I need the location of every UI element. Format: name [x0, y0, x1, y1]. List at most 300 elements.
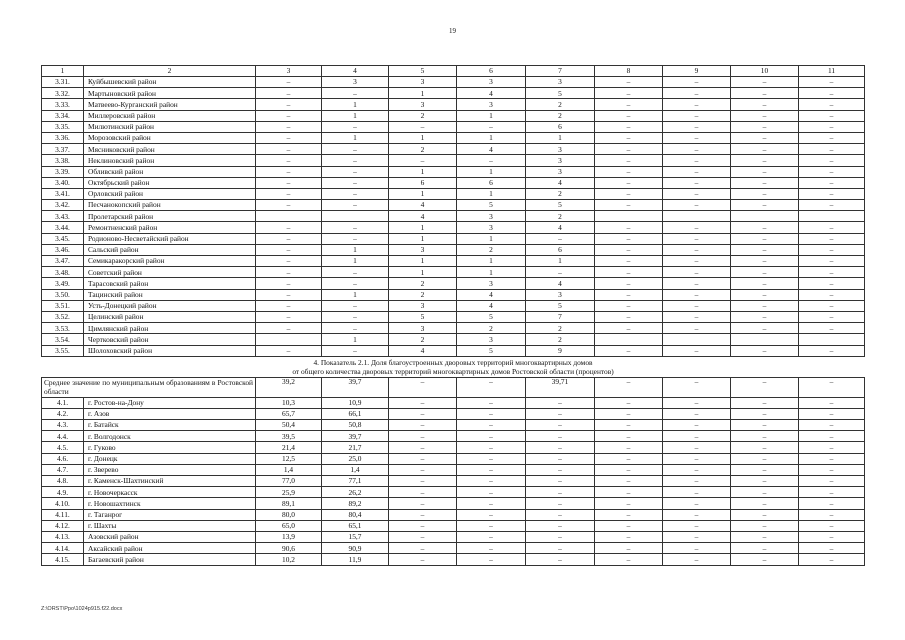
value-cell: – — [663, 498, 731, 509]
value-cell: – — [256, 256, 322, 267]
value-cell: – — [595, 144, 663, 155]
value-cell: – — [731, 345, 799, 356]
value-cell: – — [595, 531, 663, 542]
value-cell: – — [799, 377, 865, 397]
value-cell: – — [322, 222, 389, 233]
value-cell: 15,7 — [322, 531, 389, 542]
value-cell: – — [595, 166, 663, 177]
district-name-cell: Цимлянский район — [84, 323, 256, 334]
value-cell: – — [663, 323, 731, 334]
value-cell: 2 — [526, 99, 595, 110]
value-cell: – — [663, 289, 731, 300]
row-number-cell: 4.11. — [42, 509, 84, 520]
value-cell: – — [322, 177, 389, 188]
value-cell: 25,9 — [256, 487, 322, 498]
district-name-cell: г. Ростов-на-Дону — [84, 397, 256, 408]
value-cell: – — [799, 99, 865, 110]
value-cell: – — [731, 166, 799, 177]
value-cell: – — [663, 278, 731, 289]
value-cell: – — [389, 554, 457, 565]
value-cell: 1 — [457, 267, 526, 278]
value-cell: – — [595, 132, 663, 143]
value-cell: – — [799, 300, 865, 311]
value-cell: – — [663, 397, 731, 408]
value-cell — [799, 211, 865, 222]
value-cell: – — [526, 464, 595, 475]
value-cell: – — [799, 531, 865, 542]
value-cell: – — [256, 311, 322, 322]
value-cell: 10,2 — [256, 554, 322, 565]
district-name-cell: Куйбышевский район — [84, 77, 256, 88]
value-cell: – — [595, 476, 663, 487]
table-row — [42, 110, 865, 121]
value-cell: 1 — [526, 132, 595, 143]
row-number-cell: 3.35. — [42, 121, 84, 132]
value-cell: 3 — [457, 334, 526, 345]
value-cell: – — [526, 420, 595, 431]
value-cell: 4 — [389, 200, 457, 211]
value-cell: – — [663, 155, 731, 166]
row-number-cell: 4.4. — [42, 431, 84, 442]
value-cell: – — [799, 464, 865, 475]
value-cell: – — [457, 520, 526, 531]
value-cell: 1 — [389, 166, 457, 177]
row-number-cell: 3.33. — [42, 99, 84, 110]
section-heading-line: от общего количества дворовых территорий многоквартирных домов Ростовской области (процентов) — [292, 367, 614, 377]
value-cell: – — [595, 244, 663, 255]
average-row — [42, 377, 865, 397]
row-number-cell: 3.55. — [42, 345, 84, 356]
value-cell: 1 — [389, 222, 457, 233]
value-cell: – — [799, 188, 865, 199]
value-cell: 80,4 — [322, 509, 389, 520]
value-cell: – — [389, 520, 457, 531]
row-number-cell: 3.50. — [42, 289, 84, 300]
value-cell: – — [799, 155, 865, 166]
value-cell: – — [799, 121, 865, 132]
value-cell: – — [731, 144, 799, 155]
value-cell: 2 — [526, 323, 595, 334]
value-cell: – — [389, 397, 457, 408]
value-cell: – — [457, 397, 526, 408]
table-row — [42, 487, 865, 498]
value-cell: – — [526, 476, 595, 487]
table-row — [42, 88, 865, 99]
value-cell: – — [595, 397, 663, 408]
value-cell: – — [663, 520, 731, 531]
value-cell: 5 — [526, 88, 595, 99]
value-cell: 80,0 — [256, 509, 322, 520]
value-cell: – — [731, 121, 799, 132]
value-cell: – — [595, 442, 663, 453]
value-cell: – — [389, 531, 457, 542]
value-cell: – — [526, 442, 595, 453]
table-row — [42, 300, 865, 311]
value-cell: – — [595, 177, 663, 188]
page-number: 19 — [449, 27, 456, 35]
value-cell: – — [663, 509, 731, 520]
value-cell: – — [389, 442, 457, 453]
value-cell: 3 — [389, 244, 457, 255]
value-cell: – — [731, 177, 799, 188]
value-cell: 3 — [457, 99, 526, 110]
value-cell: – — [663, 543, 731, 554]
value-cell — [322, 211, 389, 222]
value-cell: – — [731, 543, 799, 554]
value-cell: 6 — [389, 177, 457, 188]
row-number-cell: 3.54. — [42, 334, 84, 345]
value-cell: 2 — [389, 278, 457, 289]
value-cell: – — [731, 431, 799, 442]
value-cell: – — [799, 554, 865, 565]
value-cell: – — [389, 121, 457, 132]
district-name-cell: Родионово-Несветайский район — [84, 233, 256, 244]
value-cell: – — [799, 509, 865, 520]
table-row — [42, 397, 865, 408]
value-cell — [731, 334, 799, 345]
row-number-cell: 4.8. — [42, 476, 84, 487]
row-number-cell: 3.31. — [42, 77, 84, 88]
value-cell: – — [256, 110, 322, 121]
value-cell: – — [457, 531, 526, 542]
value-cell: – — [799, 431, 865, 442]
value-cell — [256, 211, 322, 222]
district-name-cell: Пролетарский район — [84, 211, 256, 222]
value-cell: – — [799, 442, 865, 453]
value-cell: 5 — [389, 311, 457, 322]
value-cell: – — [799, 77, 865, 88]
column-number-cell: 10 — [731, 66, 799, 77]
value-cell: 3 — [457, 77, 526, 88]
value-cell: – — [457, 554, 526, 565]
value-cell: – — [663, 267, 731, 278]
value-cell: – — [663, 200, 731, 211]
value-cell: – — [799, 397, 865, 408]
value-cell — [256, 334, 322, 345]
table-row — [42, 509, 865, 520]
value-cell: – — [595, 233, 663, 244]
value-cell: 4 — [457, 300, 526, 311]
table-row — [42, 420, 865, 431]
district-name-cell: Целинский район — [84, 311, 256, 322]
value-cell: – — [663, 222, 731, 233]
value-cell: 6 — [526, 121, 595, 132]
value-cell: – — [595, 554, 663, 565]
value-cell: – — [731, 110, 799, 121]
value-cell: 4 — [457, 144, 526, 155]
row-number-cell: 3.41. — [42, 188, 84, 199]
value-cell: – — [731, 233, 799, 244]
value-cell — [731, 211, 799, 222]
table-row — [42, 233, 865, 244]
value-cell: – — [663, 177, 731, 188]
value-cell: – — [731, 278, 799, 289]
row-number-cell: 4.5. — [42, 442, 84, 453]
value-cell: – — [256, 166, 322, 177]
value-cell: – — [799, 166, 865, 177]
value-cell: 10,3 — [256, 397, 322, 408]
district-name-cell: Тацинский район — [84, 289, 256, 300]
value-cell: – — [799, 476, 865, 487]
value-cell: – — [389, 155, 457, 166]
value-cell: 1 — [457, 110, 526, 121]
value-cell: – — [526, 431, 595, 442]
value-cell: – — [457, 155, 526, 166]
value-cell: – — [457, 476, 526, 487]
value-cell: – — [731, 476, 799, 487]
value-cell: – — [663, 166, 731, 177]
district-name-cell: Матвеево-Курганский район — [84, 99, 256, 110]
value-cell: – — [663, 244, 731, 255]
value-cell: 2 — [526, 188, 595, 199]
value-cell: – — [799, 543, 865, 554]
table-row — [42, 520, 865, 531]
table-row — [42, 311, 865, 322]
value-cell: – — [663, 144, 731, 155]
value-cell: – — [457, 453, 526, 464]
district-name-cell: г. Азов — [84, 408, 256, 419]
value-cell: – — [526, 487, 595, 498]
district-name-cell: Мартыновский район — [84, 88, 256, 99]
value-cell: – — [663, 300, 731, 311]
value-cell: – — [663, 453, 731, 464]
value-cell: – — [389, 464, 457, 475]
value-cell: – — [322, 267, 389, 278]
value-cell: – — [389, 487, 457, 498]
value-cell: – — [526, 509, 595, 520]
value-cell: – — [663, 99, 731, 110]
value-cell: – — [663, 132, 731, 143]
value-cell: 5 — [457, 200, 526, 211]
value-cell: – — [526, 554, 595, 565]
value-cell: – — [595, 464, 663, 475]
value-cell: 13,9 — [256, 531, 322, 542]
row-number-cell: 3.32. — [42, 88, 84, 99]
value-cell: 4 — [526, 278, 595, 289]
district-name-cell: г. Шахты — [84, 520, 256, 531]
value-cell: – — [595, 188, 663, 199]
value-cell: – — [256, 267, 322, 278]
value-cell: – — [731, 267, 799, 278]
value-cell: – — [799, 311, 865, 322]
row-number-cell: 3.46. — [42, 244, 84, 255]
value-cell: – — [595, 431, 663, 442]
table-row — [42, 498, 865, 509]
row-number-cell: 3.42. — [42, 200, 84, 211]
value-cell: – — [457, 420, 526, 431]
value-cell: – — [731, 300, 799, 311]
value-cell: – — [322, 233, 389, 244]
district-name-cell: Усть-Донецкий район — [84, 300, 256, 311]
value-cell: – — [663, 531, 731, 542]
row-number-cell: 3.52. — [42, 311, 84, 322]
table-row — [42, 442, 865, 453]
value-cell: 1 — [322, 132, 389, 143]
value-cell: – — [322, 144, 389, 155]
row-number-cell: 4.14. — [42, 543, 84, 554]
value-cell: – — [457, 464, 526, 475]
district-name-cell: г. Новошахтинск — [84, 498, 256, 509]
value-cell: 10,9 — [322, 397, 389, 408]
file-path-footer: Z:\ORST\Ppo\1024p915.f22.docx — [41, 606, 123, 612]
table-row — [42, 166, 865, 177]
value-cell: – — [663, 442, 731, 453]
value-cell — [663, 334, 731, 345]
value-cell: – — [595, 377, 663, 397]
value-cell: – — [663, 431, 731, 442]
table-row — [42, 99, 865, 110]
value-cell: – — [731, 498, 799, 509]
value-cell: – — [731, 256, 799, 267]
district-name-cell: Тарасовский район — [84, 278, 256, 289]
value-cell: – — [256, 188, 322, 199]
row-number-cell: 3.40. — [42, 177, 84, 188]
district-name-cell: Обливский район — [84, 166, 256, 177]
value-cell: 1 — [389, 233, 457, 244]
value-cell: – — [595, 155, 663, 166]
value-cell: – — [663, 464, 731, 475]
value-cell: – — [799, 323, 865, 334]
district-name-cell: Миллеровский район — [84, 110, 256, 121]
value-cell: 1 — [526, 256, 595, 267]
value-cell: 2 — [457, 323, 526, 334]
value-cell: – — [663, 121, 731, 132]
value-cell: 1 — [322, 99, 389, 110]
value-cell: – — [731, 377, 799, 397]
value-cell: – — [322, 200, 389, 211]
value-cell: – — [256, 289, 322, 300]
value-cell: 2 — [457, 244, 526, 255]
value-cell: 66,1 — [322, 408, 389, 419]
value-cell: 3 — [457, 278, 526, 289]
value-cell: 3 — [457, 211, 526, 222]
value-cell: – — [799, 487, 865, 498]
value-cell: – — [799, 278, 865, 289]
value-cell: – — [389, 420, 457, 431]
value-cell: 89,2 — [322, 498, 389, 509]
row-number-cell: 4.1. — [42, 397, 84, 408]
value-cell: 90,6 — [256, 543, 322, 554]
value-cell: – — [663, 233, 731, 244]
value-cell: – — [256, 121, 322, 132]
table-row — [42, 132, 865, 143]
value-cell: – — [731, 464, 799, 475]
table-row — [42, 453, 865, 464]
value-cell: – — [256, 200, 322, 211]
row-number-cell: 3.47. — [42, 256, 84, 267]
district-name-cell: Мясниковский район — [84, 144, 256, 155]
value-cell: 25,0 — [322, 453, 389, 464]
value-cell: – — [322, 323, 389, 334]
value-cell: – — [526, 531, 595, 542]
value-cell: 1 — [389, 267, 457, 278]
value-cell: 3 — [389, 300, 457, 311]
value-cell: 89,1 — [256, 498, 322, 509]
value-cell: 5 — [457, 345, 526, 356]
column-number-cell: 4 — [322, 66, 389, 77]
table-row — [42, 256, 865, 267]
row-number-cell: 3.36. — [42, 132, 84, 143]
value-cell — [595, 334, 663, 345]
value-cell: – — [731, 311, 799, 322]
district-name-cell: г. Донецк — [84, 453, 256, 464]
district-name-cell: г. Батайск — [84, 420, 256, 431]
value-cell: 2 — [526, 334, 595, 345]
value-cell: – — [256, 323, 322, 334]
column-number-cell: 1 — [42, 66, 84, 77]
value-cell: – — [595, 498, 663, 509]
district-name-cell: Аксайский район — [84, 543, 256, 554]
value-cell: – — [457, 377, 526, 397]
table-row — [42, 267, 865, 278]
district-name-cell: Советский район — [84, 267, 256, 278]
value-cell: – — [322, 166, 389, 177]
value-cell: – — [256, 144, 322, 155]
value-cell: 1 — [322, 256, 389, 267]
value-cell: 1 — [457, 132, 526, 143]
value-cell: – — [799, 498, 865, 509]
value-cell: 4 — [526, 222, 595, 233]
district-name-cell: Шолоховский район — [84, 345, 256, 356]
value-cell: 5 — [526, 200, 595, 211]
value-cell: – — [526, 498, 595, 509]
value-cell: 77,1 — [322, 476, 389, 487]
table-row — [42, 334, 865, 345]
value-cell: – — [595, 520, 663, 531]
value-cell: 11,9 — [322, 554, 389, 565]
value-cell: – — [731, 408, 799, 419]
value-cell: – — [322, 121, 389, 132]
value-cell: – — [799, 345, 865, 356]
value-cell: – — [595, 408, 663, 419]
value-cell: – — [731, 487, 799, 498]
row-number-cell: 3.51. — [42, 300, 84, 311]
table-row — [42, 476, 865, 487]
value-cell: – — [731, 132, 799, 143]
data-table — [41, 65, 865, 566]
value-cell: – — [526, 233, 595, 244]
value-cell: 1 — [457, 256, 526, 267]
value-cell: – — [595, 311, 663, 322]
value-cell: 39,7 — [322, 377, 389, 397]
row-number-cell: 3.53. — [42, 323, 84, 334]
value-cell: 1,4 — [322, 464, 389, 475]
value-cell: – — [799, 520, 865, 531]
value-cell: – — [256, 345, 322, 356]
value-cell: – — [256, 177, 322, 188]
value-cell: – — [731, 520, 799, 531]
value-cell: – — [526, 397, 595, 408]
table-row — [42, 200, 865, 211]
value-cell: – — [322, 278, 389, 289]
value-cell: – — [595, 110, 663, 121]
table-row — [42, 464, 865, 475]
value-cell: – — [389, 476, 457, 487]
value-cell: – — [595, 509, 663, 520]
value-cell: – — [663, 408, 731, 419]
value-cell: – — [731, 442, 799, 453]
value-cell: 50,8 — [322, 420, 389, 431]
table-row — [42, 244, 865, 255]
value-cell: – — [256, 278, 322, 289]
table-row — [42, 177, 865, 188]
value-cell: – — [663, 476, 731, 487]
table-row — [42, 77, 865, 88]
district-name-cell: Багаевский район — [84, 554, 256, 565]
value-cell: – — [799, 267, 865, 278]
value-cell: 4 — [457, 88, 526, 99]
district-name-cell: Сальский район — [84, 244, 256, 255]
